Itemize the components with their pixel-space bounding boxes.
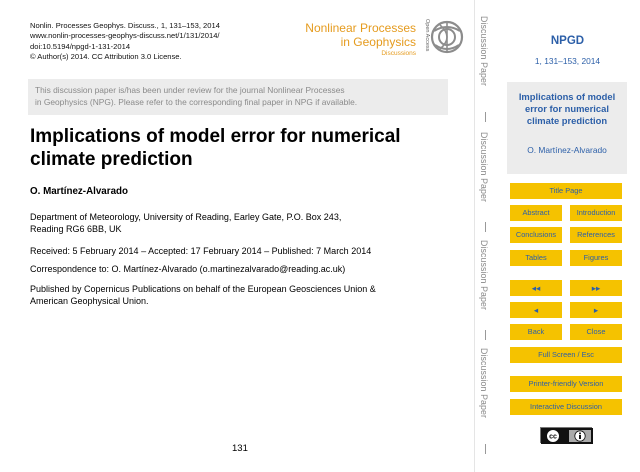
globe-logo-icon [430, 19, 464, 55]
affiliation [30, 211, 341, 235]
strip-separator [485, 222, 486, 232]
sidebar-author: O. Martínez-Alvarado [527, 145, 607, 155]
correspondence: Correspondence to: O. Martínez-Alvarado (o.martinezalvarado@reading.ac.uk) [30, 264, 346, 274]
citation-meta [30, 21, 220, 63]
strip-separator [485, 112, 486, 122]
svg-text:cc: cc [549, 433, 557, 441]
figures-button[interactable]: Figures [570, 250, 622, 266]
doi: doi:10.5194/npgd-1-131-2014 [30, 41, 131, 51]
affiliation-line: Department of Meteorology, University of Reading, Earley Gate, P.O. Box 243, [30, 212, 342, 222]
abstract-button[interactable]: Abstract [510, 205, 562, 221]
strip-separator [485, 444, 486, 454]
cc-by-icon[interactable] [540, 427, 592, 443]
paper-author: O. Martínez-Alvarado [30, 186, 128, 197]
journal-logo [300, 17, 468, 65]
first-page-button[interactable]: ◂◂ [510, 280, 562, 296]
citation-line: Nonlin. Processes Geophys. Discuss., 1, 131–153, 2014 [30, 21, 220, 30]
introduction-button[interactable]: Introduction [570, 205, 622, 221]
close-button[interactable]: Close [570, 324, 622, 340]
publisher-note [30, 283, 376, 307]
notice-line: in Geophysics (NPG). Please refer to the corresponding final paper in NPG if available. [35, 97, 358, 107]
last-page-button[interactable]: ▸▸ [570, 280, 622, 296]
sidebar-title-line: climate prediction [526, 115, 608, 126]
sidebar-title-line: error for numerical [525, 103, 609, 114]
affiliation-line: Reading RG6 6BB, UK [30, 224, 122, 234]
cc-license-badge-icon [541, 428, 593, 444]
logo-name-line1: Nonlinear Processes [305, 21, 416, 35]
sidebar-paper-title [507, 91, 627, 127]
page-number: 131 [232, 443, 248, 454]
license-text: © Author(s) 2014. CC Attribution 3.0 License. [30, 52, 182, 62]
title-line: climate prediction [30, 149, 193, 170]
discussion-paper-label: Discussion Paper [479, 16, 489, 87]
review-notice [28, 79, 448, 115]
publisher-line: Published by Copernicus Publications on behalf of the European Geosciences Union & [30, 284, 376, 294]
title-line: Implications of model error for numerical [30, 126, 401, 147]
title-page-button[interactable]: Title Page [510, 183, 622, 199]
next-page-button[interactable]: ▸ [570, 302, 622, 318]
discussion-paper-label: Discussion Paper [479, 348, 489, 419]
sidebar-title-line: Implications of model [518, 91, 616, 102]
conclusions-button[interactable]: Conclusions [510, 227, 562, 243]
publication-dates: Received: 5 February 2014 – Accepted: 17 February 2014 – Published: 7 March 2014 [30, 246, 372, 256]
discussion-paper-label: Discussion Paper [479, 132, 489, 203]
paper-title [30, 125, 460, 171]
journal-abbrev: NPGD [550, 35, 585, 47]
discussion-paper-label: Discussion Paper [479, 240, 489, 311]
publisher-line: American Geophysical Union. [30, 296, 149, 306]
references-button[interactable]: References [570, 227, 622, 243]
volume-info: 1, 131–153, 2014 [534, 56, 601, 66]
logo-name-line2: in Geophysics [340, 35, 416, 49]
logo-subtitle: Discussions [381, 50, 416, 57]
printer-friendly-button[interactable]: Printer-friendly Version [510, 376, 622, 392]
interactive-discussion-button[interactable]: Interactive Discussion [510, 399, 622, 415]
full-screen-button[interactable]: Full Screen / Esc [510, 347, 622, 363]
previous-page-button[interactable]: ◂ [510, 302, 562, 318]
back-button[interactable]: Back [510, 324, 562, 340]
strip-separator [485, 330, 486, 340]
journal-url[interactable]: www.nonlin-processes-geophys-discuss.net/1/131/2014/ [30, 31, 220, 41]
discussion-paper-strip [474, 0, 495, 472]
open-access-label: Open Access [424, 19, 430, 52]
sidebar-title-box [507, 82, 627, 174]
tables-button[interactable]: Tables [510, 250, 562, 266]
navigation-sidebar [495, 0, 640, 472]
notice-line: This discussion paper is/has been under review for the journal Nonlinear Processes [35, 85, 345, 95]
